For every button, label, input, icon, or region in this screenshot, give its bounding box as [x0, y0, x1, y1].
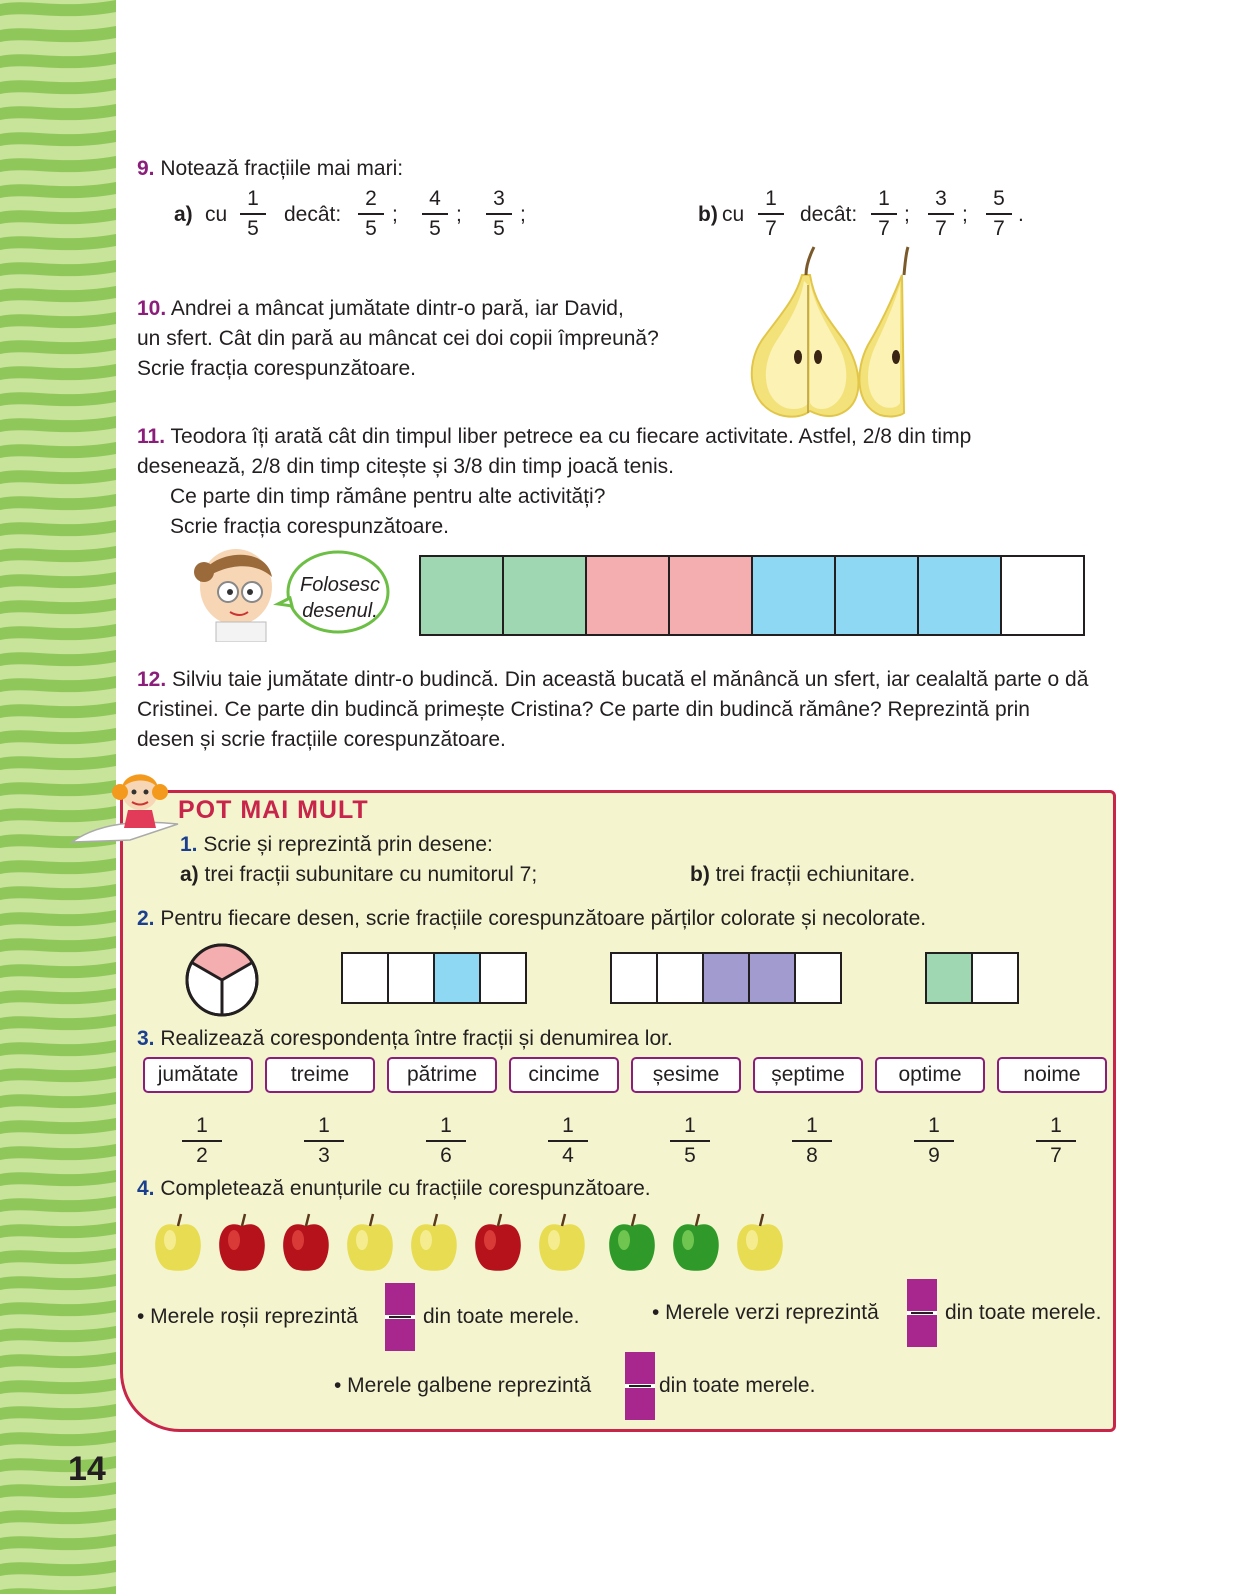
red-apple [219, 1214, 265, 1271]
green-apple [609, 1214, 655, 1271]
strip-cell-tennis [836, 557, 919, 634]
four-cell-drawing [341, 952, 527, 1004]
yellow-apple [411, 1214, 457, 1271]
strip-cell-tennis [753, 557, 836, 634]
name-chip-optime[interactable]: optime [875, 1057, 985, 1093]
ex3-fraction-1[interactable]: 1 2 [182, 1115, 222, 1167]
sentence-yellow-apples-end: din toate merele. [659, 1374, 816, 1397]
box-ex2-text: Pentru fiecare desen, scrie fracțiile corespunzătoare părților colorate și necolorate. [160, 907, 927, 930]
ex11-number: 11. [137, 425, 166, 448]
ex9-a-base-fraction: 1 5 [240, 188, 266, 240]
box-ex2-number: 2. [137, 907, 155, 930]
box-title: POT MAI MULT [178, 796, 369, 824]
ex10-number: 10. [137, 297, 167, 320]
box-ex1-b-label: b) [690, 863, 710, 886]
ex12-line-2: Cristinei. Ce parte din budincă primește Cristina? Ce parte din budincă rămâne? Reprezintă prin [137, 698, 1030, 721]
yellow-apple [539, 1214, 585, 1271]
ex11-line-3: Ce parte din timp rămâne pentru alte activități? [170, 485, 606, 508]
sentence-green-apples-start: • Merele verzi reprezintă [652, 1301, 879, 1324]
separator: ; [392, 203, 398, 226]
ex9-a-decat: decât: [284, 203, 342, 226]
ex10-text-1: Andrei a mâncat jumătate dintr-o pară, iar David, [170, 297, 624, 320]
name-chip-septime[interactable]: șeptime [753, 1057, 863, 1093]
box-ex4-heading [137, 1174, 651, 1204]
strip-cell-drawing [421, 557, 504, 634]
name-chip-patrime[interactable]: pătrime [387, 1057, 497, 1093]
sentence-red-apples-end: din toate merele. [423, 1305, 580, 1328]
ex10-line-1 [137, 294, 624, 324]
ex10-line-3: Scrie fracția corespunzătoare. [137, 357, 416, 380]
two-cell-drawing [925, 952, 1019, 1004]
strip-cell-drawing [504, 557, 587, 634]
box-ex1-a [180, 860, 537, 890]
box-ex1-text: Scrie și reprezintă prin desene: [203, 833, 493, 856]
ex9-number: 9. [137, 157, 155, 180]
bubble-line-2: desenul. [302, 600, 378, 622]
ex9-a-fraction-1: 2 5 [358, 188, 384, 240]
yellow-apple [155, 1214, 201, 1271]
box-ex1-b [690, 860, 915, 890]
bubble-line-1: Folosesc [299, 574, 381, 596]
ex11-line-1 [137, 422, 971, 452]
ex12-text-1: Silviu taie jumătate dintr-o budincă. Din această bucată el mănâncă un sfert, iar cealaltă parte o dă [172, 668, 1089, 691]
separator: ; [456, 203, 462, 226]
sentence-yellow-apples-start: • Merele galbene reprezintă [334, 1374, 592, 1397]
name-chip-cincime[interactable]: cincime [509, 1057, 619, 1093]
box-ex4-text: Completează enunțurile cu fracțiile corespunzătoare. [160, 1177, 651, 1200]
ex12-line-1 [137, 665, 1088, 695]
separator: ; [962, 203, 968, 226]
name-chip-treime[interactable]: treime [265, 1057, 375, 1093]
ex3-fraction-6[interactable]: 1 8 [792, 1115, 832, 1167]
ex11-line-4: Scrie fracția corespunzătoare. [170, 515, 449, 538]
ex9-b-fraction-3: 5 7 [986, 188, 1012, 240]
period: . [1018, 203, 1024, 226]
pear-halves-illustration [740, 245, 920, 420]
ex9-a-label: a) [174, 203, 193, 226]
fraction-blank-red[interactable] [385, 1283, 415, 1351]
box-ex1-b-text: trei fracții echiunitare. [715, 863, 916, 886]
box-ex3-number: 3. [137, 1027, 155, 1050]
ex9-b-fraction-1: 1 7 [871, 188, 897, 240]
speech-bubble-text [292, 572, 388, 624]
separator: ; [520, 203, 526, 226]
ex3-fraction-8[interactable]: 1 7 [1036, 1115, 1076, 1167]
ex3-fraction-4[interactable]: 1 4 [548, 1115, 588, 1167]
ex9-b-decat: decât: [800, 203, 858, 226]
box-ex3-heading [137, 1024, 673, 1054]
separator: ; [904, 203, 910, 226]
ex9-b-label: b) [698, 203, 718, 226]
strip-cell-empty [1002, 557, 1083, 634]
box-ex1-a-label: a) [180, 863, 199, 886]
strip-cell-reading [670, 557, 753, 634]
name-chip-noime[interactable]: noime [997, 1057, 1107, 1093]
page-number: 14 [68, 1450, 106, 1488]
sentence-red-apples-start: • Merele roșii reprezintă [137, 1305, 358, 1328]
box-ex4-number: 4. [137, 1177, 155, 1200]
box-ex1-a-text: trei fracții subunitare cu numitorul 7; [204, 863, 538, 886]
ex12-number: 12. [137, 668, 167, 691]
fraction-blank-yellow[interactable] [625, 1352, 655, 1420]
ex3-fraction-2[interactable]: 1 3 [304, 1115, 344, 1167]
ex9-a-cu: cu [205, 203, 228, 226]
ex9-a-fraction-3: 3 5 [486, 188, 512, 240]
ex3-fraction-5[interactable]: 1 5 [670, 1115, 710, 1167]
time-fraction-strip [419, 555, 1085, 636]
ex9-a-fraction-2: 4 5 [422, 188, 448, 240]
ex10-line-2: un sfert. Cât din pară au mâncat cei doi copii împreună? [137, 327, 659, 350]
name-chip-jumatate[interactable]: jumătate [143, 1057, 253, 1093]
red-apple [475, 1214, 521, 1271]
ex3-fraction-7[interactable]: 1 9 [914, 1115, 954, 1167]
red-apple [283, 1214, 329, 1271]
ex12-line-3: desen și scrie fracțiile corespunzătoare. [137, 728, 506, 751]
strip-cell-reading [587, 557, 670, 634]
sentence-green-apples-end: din toate merele. [945, 1301, 1102, 1324]
box-ex2-heading [137, 904, 926, 934]
ex9-b-cu: cu [722, 203, 745, 226]
ex9-b-fraction-2: 3 7 [928, 188, 954, 240]
green-apple [673, 1214, 719, 1271]
ex11-line-2: desenează, 2/8 din timp citește și 3/8 din timp joacă tenis. [137, 455, 674, 478]
ex9-text: Notează fracțiile mai mari: [160, 157, 404, 180]
strip-cell-tennis [919, 557, 1002, 634]
box-ex3-text: Realizează corespondența între fracții și denumirea lor. [160, 1027, 673, 1050]
five-cell-drawing [610, 952, 842, 1004]
girl-on-paper-plane-illustration [70, 762, 180, 862]
ex9-heading [137, 154, 403, 184]
name-chip-sesime[interactable]: șesime [631, 1057, 741, 1093]
circle-thirds-drawing [184, 942, 260, 1018]
yellow-apple [737, 1214, 783, 1271]
ex3-fraction-3[interactable]: 1 6 [426, 1115, 466, 1167]
box-ex1-heading [180, 830, 493, 860]
fraction-blank-green[interactable] [907, 1279, 937, 1347]
apples-row-illustration [150, 1210, 790, 1274]
yellow-apple [347, 1214, 393, 1271]
ex11-text-1: Teodora îți arată cât din timpul liber petrece ea cu fiecare activitate. Astfel, 2/8 din timp [170, 425, 972, 448]
box-ex1-number: 1. [180, 833, 198, 856]
ex9-b-base-fraction: 1 7 [758, 188, 784, 240]
